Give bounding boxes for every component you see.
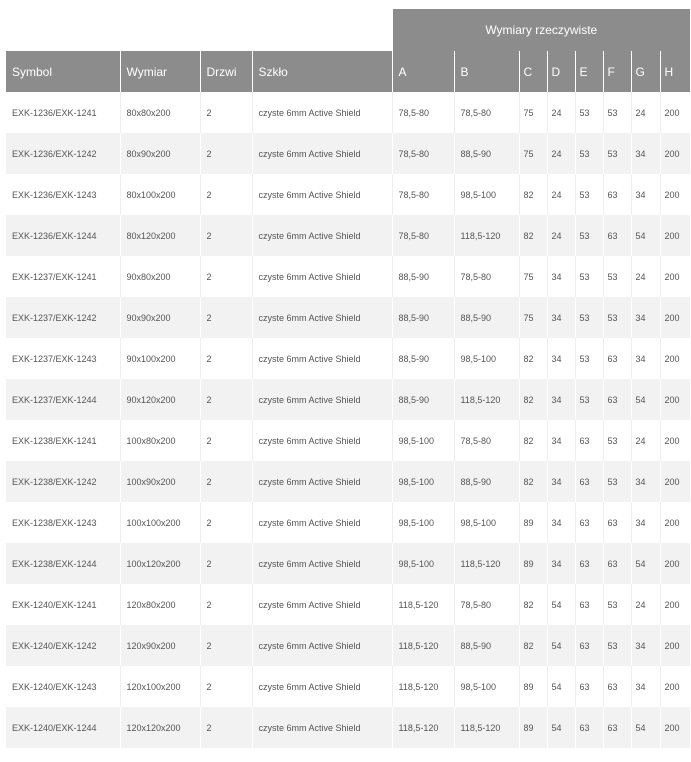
glass-cell: czyste 6mm Active Shield	[252, 256, 392, 297]
doors-cell: 2	[200, 92, 252, 133]
glass-cell: czyste 6mm Active Shield	[252, 584, 392, 625]
size-cell: 90x80x200	[120, 256, 200, 297]
b-cell: 78,5-80	[454, 92, 519, 133]
f-cell: 63	[603, 215, 631, 256]
d-cell: 34	[547, 502, 575, 543]
b-cell: 88,5-90	[454, 297, 519, 338]
doors-cell: 2	[200, 625, 252, 666]
h-cell: 200	[660, 215, 690, 256]
b-cell: 78,5-80	[454, 420, 519, 461]
e-cell: 63	[575, 707, 603, 748]
size-cell: 120x120x200	[120, 707, 200, 748]
glass-cell: czyste 6mm Active Shield	[252, 543, 392, 584]
d-cell: 34	[547, 420, 575, 461]
symbol-cell: EXK-1237/EXK-1242	[6, 297, 120, 338]
b-cell: 118,5-120	[454, 543, 519, 584]
b-cell: 98,5-100	[454, 666, 519, 707]
size-cell: 120x90x200	[120, 625, 200, 666]
doors-cell: 2	[200, 666, 252, 707]
glass-cell: czyste 6mm Active Shield	[252, 297, 392, 338]
doors-cell: 2	[200, 543, 252, 584]
a-cell: 88,5-90	[392, 379, 454, 420]
e-cell: 63	[575, 543, 603, 584]
g-cell: 34	[631, 625, 660, 666]
column-header-row	[6, 51, 690, 92]
symbol-cell: EXK-1237/EXK-1243	[6, 338, 120, 379]
c-cell: 82	[519, 379, 547, 420]
column-header-f: F	[603, 51, 631, 92]
c-cell: 89	[519, 543, 547, 584]
group-header-row	[6, 9, 690, 51]
f-cell: 53	[603, 584, 631, 625]
f-cell: 63	[603, 543, 631, 584]
e-cell: 53	[575, 174, 603, 215]
doors-cell: 2	[200, 174, 252, 215]
e-cell: 63	[575, 461, 603, 502]
symbol-cell: EXK-1238/EXK-1241	[6, 420, 120, 461]
size-cell: 90x90x200	[120, 297, 200, 338]
b-cell: 98,5-100	[454, 174, 519, 215]
b-cell: 118,5-120	[454, 215, 519, 256]
column-header-c: C	[519, 51, 547, 92]
column-header-doors: Drzwi	[200, 51, 252, 92]
h-cell: 200	[660, 297, 690, 338]
g-cell: 54	[631, 543, 660, 584]
table-row	[6, 379, 690, 420]
g-cell: 34	[631, 133, 660, 174]
a-cell: 78,5-80	[392, 215, 454, 256]
table-row	[6, 543, 690, 584]
glass-cell: czyste 6mm Active Shield	[252, 420, 392, 461]
symbol-cell: EXK-1238/EXK-1242	[6, 461, 120, 502]
symbol-cell: EXK-1238/EXK-1244	[6, 543, 120, 584]
f-cell: 53	[603, 256, 631, 297]
c-cell: 75	[519, 256, 547, 297]
b-cell: 88,5-90	[454, 625, 519, 666]
h-cell: 200	[660, 461, 690, 502]
group-header-real-dimensions: Wymiary rzeczywiste	[392, 9, 690, 51]
g-cell: 34	[631, 174, 660, 215]
glass-cell: czyste 6mm Active Shield	[252, 338, 392, 379]
h-cell: 200	[660, 543, 690, 584]
size-cell: 80x120x200	[120, 215, 200, 256]
symbol-cell: EXK-1237/EXK-1244	[6, 379, 120, 420]
f-cell: 53	[603, 420, 631, 461]
symbol-cell: EXK-1240/EXK-1244	[6, 707, 120, 748]
b-cell: 88,5-90	[454, 133, 519, 174]
f-cell: 53	[603, 625, 631, 666]
a-cell: 88,5-90	[392, 338, 454, 379]
h-cell: 200	[660, 379, 690, 420]
h-cell: 200	[660, 666, 690, 707]
g-cell: 24	[631, 256, 660, 297]
g-cell: 24	[631, 584, 660, 625]
table-row	[6, 215, 690, 256]
c-cell: 82	[519, 338, 547, 379]
column-header-size: Wymiar	[120, 51, 200, 92]
e-cell: 63	[575, 625, 603, 666]
size-cell: 90x120x200	[120, 379, 200, 420]
c-cell: 82	[519, 174, 547, 215]
g-cell: 24	[631, 92, 660, 133]
a-cell: 98,5-100	[392, 420, 454, 461]
symbol-cell: EXK-1240/EXK-1242	[6, 625, 120, 666]
h-cell: 200	[660, 92, 690, 133]
d-cell: 34	[547, 543, 575, 584]
column-header-g: G	[631, 51, 660, 92]
e-cell: 63	[575, 420, 603, 461]
table-body	[6, 92, 690, 748]
f-cell: 53	[603, 133, 631, 174]
column-header-b: B	[454, 51, 519, 92]
symbol-cell: EXK-1236/EXK-1244	[6, 215, 120, 256]
size-cell: 90x100x200	[120, 338, 200, 379]
g-cell: 54	[631, 707, 660, 748]
dimensions-table-container	[6, 9, 690, 748]
column-header-glass: Szkło	[252, 51, 392, 92]
a-cell: 98,5-100	[392, 461, 454, 502]
h-cell: 200	[660, 625, 690, 666]
d-cell: 24	[547, 133, 575, 174]
c-cell: 89	[519, 666, 547, 707]
h-cell: 200	[660, 338, 690, 379]
e-cell: 53	[575, 297, 603, 338]
b-cell: 98,5-100	[454, 338, 519, 379]
g-cell: 54	[631, 215, 660, 256]
d-cell: 34	[547, 461, 575, 502]
c-cell: 75	[519, 297, 547, 338]
doors-cell: 2	[200, 584, 252, 625]
g-cell: 34	[631, 666, 660, 707]
h-cell: 200	[660, 256, 690, 297]
f-cell: 63	[603, 174, 631, 215]
symbol-cell: EXK-1236/EXK-1242	[6, 133, 120, 174]
c-cell: 82	[519, 584, 547, 625]
glass-cell: czyste 6mm Active Shield	[252, 461, 392, 502]
d-cell: 34	[547, 297, 575, 338]
g-cell: 24	[631, 420, 660, 461]
a-cell: 78,5-80	[392, 92, 454, 133]
d-cell: 54	[547, 666, 575, 707]
b-cell: 88,5-90	[454, 461, 519, 502]
glass-cell: czyste 6mm Active Shield	[252, 92, 392, 133]
h-cell: 200	[660, 502, 690, 543]
doors-cell: 2	[200, 707, 252, 748]
size-cell: 100x80x200	[120, 420, 200, 461]
h-cell: 200	[660, 133, 690, 174]
table-row	[6, 92, 690, 133]
d-cell: 34	[547, 379, 575, 420]
e-cell: 53	[575, 133, 603, 174]
a-cell: 78,5-80	[392, 133, 454, 174]
f-cell: 63	[603, 338, 631, 379]
a-cell: 118,5-120	[392, 707, 454, 748]
c-cell: 89	[519, 502, 547, 543]
g-cell: 34	[631, 338, 660, 379]
size-cell: 80x80x200	[120, 92, 200, 133]
glass-cell: czyste 6mm Active Shield	[252, 625, 392, 666]
e-cell: 63	[575, 502, 603, 543]
table-row	[6, 584, 690, 625]
glass-cell: czyste 6mm Active Shield	[252, 666, 392, 707]
f-cell: 53	[603, 461, 631, 502]
size-cell: 80x100x200	[120, 174, 200, 215]
c-cell: 82	[519, 215, 547, 256]
a-cell: 98,5-100	[392, 502, 454, 543]
glass-cell: czyste 6mm Active Shield	[252, 707, 392, 748]
g-cell: 34	[631, 297, 660, 338]
doors-cell: 2	[200, 420, 252, 461]
g-cell: 54	[631, 379, 660, 420]
column-header-symbol: Symbol	[6, 51, 120, 92]
f-cell: 63	[603, 379, 631, 420]
table-row	[6, 666, 690, 707]
a-cell: 88,5-90	[392, 256, 454, 297]
table-row	[6, 420, 690, 461]
d-cell: 54	[547, 584, 575, 625]
doors-cell: 2	[200, 502, 252, 543]
table-row	[6, 461, 690, 502]
symbol-cell: EXK-1236/EXK-1241	[6, 92, 120, 133]
e-cell: 63	[575, 666, 603, 707]
c-cell: 82	[519, 625, 547, 666]
size-cell: 80x90x200	[120, 133, 200, 174]
c-cell: 75	[519, 133, 547, 174]
b-cell: 98,5-100	[454, 502, 519, 543]
column-header-e: E	[575, 51, 603, 92]
e-cell: 63	[575, 584, 603, 625]
table-row	[6, 174, 690, 215]
doors-cell: 2	[200, 256, 252, 297]
size-cell: 100x120x200	[120, 543, 200, 584]
a-cell: 118,5-120	[392, 625, 454, 666]
column-header-a: A	[392, 51, 454, 92]
d-cell: 24	[547, 174, 575, 215]
c-cell: 89	[519, 707, 547, 748]
c-cell: 82	[519, 420, 547, 461]
d-cell: 24	[547, 92, 575, 133]
e-cell: 53	[575, 92, 603, 133]
table-row	[6, 256, 690, 297]
f-cell: 63	[603, 502, 631, 543]
column-header-d: D	[547, 51, 575, 92]
e-cell: 53	[575, 338, 603, 379]
symbol-cell: EXK-1240/EXK-1243	[6, 666, 120, 707]
doors-cell: 2	[200, 297, 252, 338]
c-cell: 82	[519, 461, 547, 502]
d-cell: 34	[547, 338, 575, 379]
group-header-spacer	[6, 9, 392, 51]
f-cell: 63	[603, 666, 631, 707]
a-cell: 88,5-90	[392, 297, 454, 338]
table-row	[6, 297, 690, 338]
f-cell: 53	[603, 297, 631, 338]
table-row	[6, 502, 690, 543]
table-row	[6, 625, 690, 666]
h-cell: 200	[660, 174, 690, 215]
symbol-cell: EXK-1238/EXK-1243	[6, 502, 120, 543]
e-cell: 53	[575, 215, 603, 256]
h-cell: 200	[660, 584, 690, 625]
e-cell: 53	[575, 256, 603, 297]
glass-cell: czyste 6mm Active Shield	[252, 215, 392, 256]
e-cell: 53	[575, 379, 603, 420]
symbol-cell: EXK-1237/EXK-1241	[6, 256, 120, 297]
b-cell: 118,5-120	[454, 707, 519, 748]
table-row	[6, 338, 690, 379]
size-cell: 100x100x200	[120, 502, 200, 543]
table-row	[6, 707, 690, 748]
glass-cell: czyste 6mm Active Shield	[252, 502, 392, 543]
doors-cell: 2	[200, 379, 252, 420]
table-row	[6, 133, 690, 174]
glass-cell: czyste 6mm Active Shield	[252, 133, 392, 174]
f-cell: 53	[603, 92, 631, 133]
a-cell: 118,5-120	[392, 666, 454, 707]
h-cell: 200	[660, 420, 690, 461]
c-cell: 75	[519, 92, 547, 133]
a-cell: 118,5-120	[392, 584, 454, 625]
f-cell: 63	[603, 707, 631, 748]
d-cell: 34	[547, 256, 575, 297]
doors-cell: 2	[200, 215, 252, 256]
size-cell: 120x80x200	[120, 584, 200, 625]
size-cell: 120x100x200	[120, 666, 200, 707]
doors-cell: 2	[200, 133, 252, 174]
doors-cell: 2	[200, 461, 252, 502]
column-header-h: H	[660, 51, 690, 92]
glass-cell: czyste 6mm Active Shield	[252, 174, 392, 215]
b-cell: 118,5-120	[454, 379, 519, 420]
glass-cell: czyste 6mm Active Shield	[252, 379, 392, 420]
symbol-cell: EXK-1240/EXK-1241	[6, 584, 120, 625]
size-cell: 100x90x200	[120, 461, 200, 502]
a-cell: 98,5-100	[392, 543, 454, 584]
a-cell: 78,5-80	[392, 174, 454, 215]
b-cell: 78,5-80	[454, 584, 519, 625]
dimensions-table	[6, 9, 690, 748]
symbol-cell: EXK-1236/EXK-1243	[6, 174, 120, 215]
g-cell: 34	[631, 461, 660, 502]
b-cell: 78,5-80	[454, 256, 519, 297]
d-cell: 54	[547, 625, 575, 666]
d-cell: 54	[547, 707, 575, 748]
h-cell: 200	[660, 707, 690, 748]
g-cell: 34	[631, 502, 660, 543]
d-cell: 24	[547, 215, 575, 256]
doors-cell: 2	[200, 338, 252, 379]
